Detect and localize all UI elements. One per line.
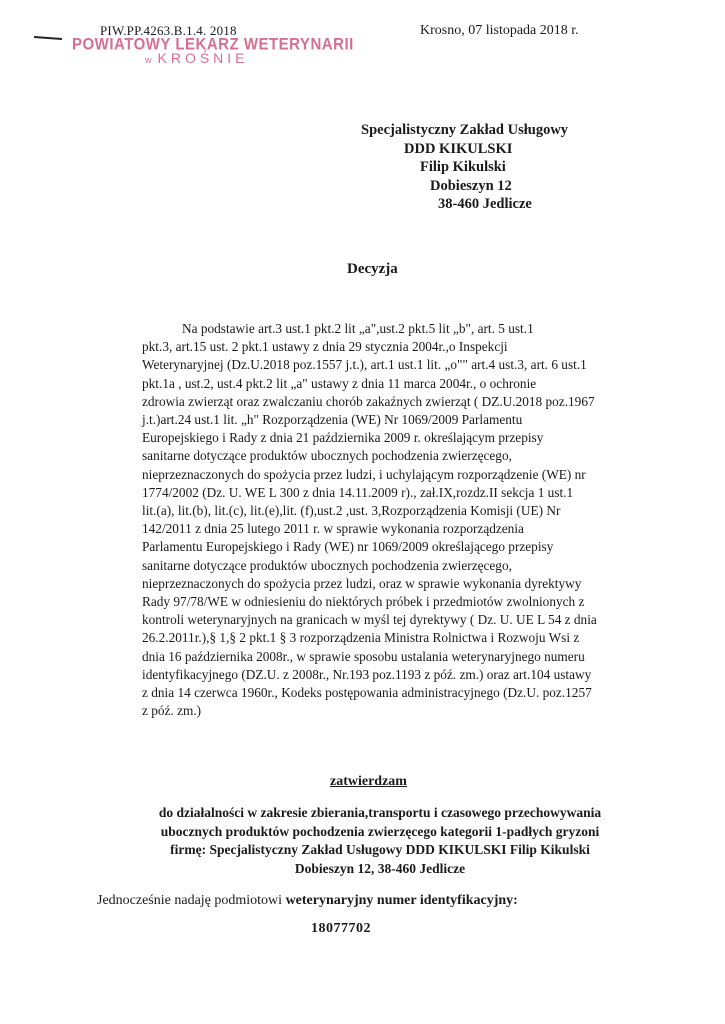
body-line: Parlamentu Europejskiego i Rady (WE) nr 1069/2009 określającego przepisy <box>142 539 554 555</box>
body-line: pkt.1a , ust.2, ust.4 pkt.2 lit „a" ustawy z dnia 11 marca 2004r., o ochronie <box>142 375 537 391</box>
body-line: pkt.3, art.15 ust. 2 pkt.1 ustawy z dnia 29 stycznia 2004r.,o Inspekcji <box>142 339 508 355</box>
body-line: kontroli weterynaryjnych na granicach w myśl tej dyrektywy ( Dz. U. UE L 54 z dnia <box>142 612 597 628</box>
body-line: sanitarne dotyczące produktów ubocznych pochodzenia zwierzęcego, <box>142 448 512 464</box>
reference-number: PIW.PP.4263.B.1.4. 2018 <box>100 23 237 38</box>
approval-heading: zatwierdzam <box>330 774 407 789</box>
body-line: lit.(a), lit.(b), lit.(c), lit.(e),lit. (f),ust.2 ,ust. 3,Rozporządzenia Komisji (UE) Nr <box>142 503 561 519</box>
recipient-line: Specjalistyczny Zakład Usługowy <box>361 122 569 138</box>
recipient-line: Filip Kikulski <box>420 159 506 175</box>
body-line: z póź. zm.) <box>142 703 202 719</box>
body-line: zdrowia zwierząt oraz zwalczaniu chorób zakaźnych zwierząt ( DZ.U.2018 poz.1967 <box>142 393 595 409</box>
body-line: Weterynaryjnej (Dz.U.2018 poz.1557 j.t.), art.1 ust.1 lit. „o"" art.4 ust.3, art. 6 ust.1 <box>142 357 587 373</box>
document-title: Decyzja <box>347 261 398 277</box>
stamp-city: KROŚNIE <box>157 50 249 66</box>
recipient-line: 38-460 Jedlicze <box>438 196 532 212</box>
body-line: nieprzeznaczonych do spożycia przez ludzi, i uchylającym rozporządzenie (WE) nr <box>142 466 586 482</box>
body-line: sanitarne dotyczące produktów ubocznych pochodzenia zwierzęcego, <box>142 557 512 573</box>
vet-id-number: 18077702 <box>311 921 371 936</box>
body-line: j.t.)art.24 ust.1 lit. „h" Rozporządzenia (WE) Nr 1069/2009 Parlamentu <box>142 412 523 428</box>
scope-line: Dobieszyn 12, 38-460 Jedlicze <box>294 860 466 876</box>
assignment-sentence <box>97 893 518 909</box>
body-line: dnia 16 października 2008r., w sprawie sposobu ustalania weterynaryjnego numeru <box>142 648 585 664</box>
body-line: Europejskiego i Rady z dnia 21 października 2009 r. określającym przepisy <box>142 430 544 446</box>
assignment-text: Jednocześnie nadaję podmiotowi <box>97 893 283 908</box>
scope-line: ubocznych produktów pochodzenia zwierzęcego kategorii 1-padłych gryzoni <box>160 823 600 839</box>
body-line: nieprzeznaczonych do spożycia przez ludzi, oraz w sprawie wykonania dyrektywy <box>142 575 582 591</box>
scope-of-activity <box>60 804 700 878</box>
body-line: 142/2011 z dnia 25 lutego 2011 r. w sprawie wykonania rozporządzenia <box>142 521 524 537</box>
body-line: Na podstawie art.3 ust.1 pkt.2 lit „a",ust.2 pkt.5 lit „b", art. 5 ust.1 <box>182 321 534 336</box>
recipient-address <box>0 121 568 214</box>
legal-basis-paragraph <box>142 320 682 720</box>
assignment-label: weterynaryjny numer identyfikacyjny: <box>285 893 518 908</box>
body-line: z dnia 14 czerwca 1960r., Kodeks postępowania administracyjnego (Dz.U. poz.1257 <box>142 685 592 701</box>
stamp-prefix: w <box>145 55 152 65</box>
office-stamp-line1: POWIATOWY LEKARZ WETERYNARII <box>72 35 354 54</box>
scope-line: firmę: Specjalistyczny Zakład Usługowy DDD KIKULSKI Filip Kikulski <box>170 842 590 857</box>
recipient-line: DDD KIKULSKI <box>404 140 513 157</box>
place-and-date: Krosno, 07 listopada 2018 r. <box>420 23 579 38</box>
body-line: 26.2.2011r.),§ 1,§ 2 pkt.1 § 3 rozporządzenia Ministra Rolnictwa i Rozwoju Wsi z <box>142 630 580 646</box>
body-line: Rady 97/78/WE w odniesieniu do niektórych próbek i przedmiotów zwolnionych z <box>142 594 585 610</box>
scope-line: do działalności w zakresie zbierania,transportu i czasowego przechowywania <box>158 805 602 820</box>
body-line: identyfikacyjnego (DZ.U. z 2008r., Nr.193 poz.1193 z póź. zm.) oraz art.104 ustawy <box>142 666 592 682</box>
body-line: 1774/2002 (Dz. U. WE L 300 z dnia 14.11.2009 r)., zał.IX,rozdz.II sekcja 1 ust.1 <box>142 484 574 500</box>
recipient-line: Dobieszyn 12 <box>430 177 512 194</box>
handwritten-dash <box>34 36 62 40</box>
